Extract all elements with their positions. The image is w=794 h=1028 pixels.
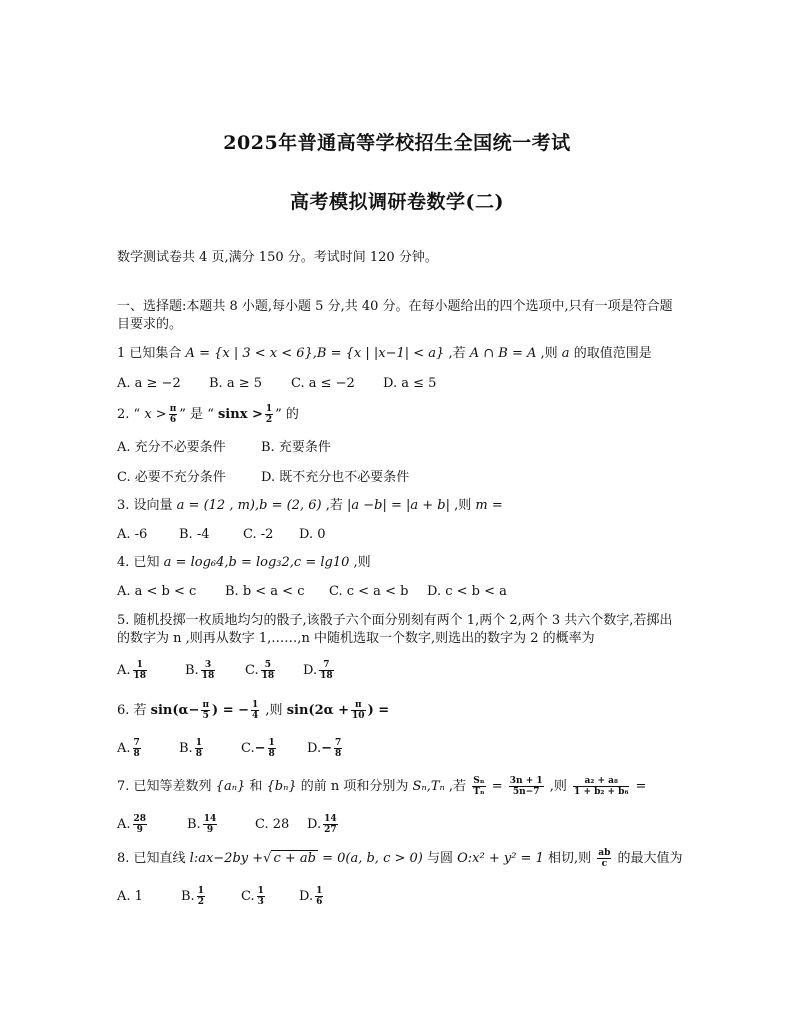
q1-math: A = {x | 3 < x < 6},B = {x | |x−1| < a} [185,346,445,361]
q7-opt-c-label: C. [255,817,269,832]
q7-frac-ratio [509,776,544,797]
q8-mid: 相切,则 [543,851,596,866]
q1-option-d[interactable]: D. a ≤ 5 [383,376,437,391]
q6-f1-den: 5 [202,711,209,721]
q4-option-b[interactable]: B. b < a < c [225,584,305,599]
q6-sin2: sin(2α + [286,703,350,718]
q8-stem-a: 8. 已知直线 [117,851,190,866]
q5-option-b[interactable] [185,660,245,681]
q2-option-c[interactable]: C. 必要不充分条件 [117,470,226,485]
q6-opt-a-label: A. [117,741,131,756]
q2-frac-half [265,404,273,425]
q5-opt-c-den: 18 [261,671,275,681]
q6-option-c[interactable] [241,738,307,759]
q6-f1-num: π [202,700,210,710]
q2-frac1-num: π [169,404,177,414]
q7-frac-st [472,776,485,797]
q1-stem-d: 的取值范围是 [569,346,652,361]
q7-st: Sₙ,Tₙ [412,779,445,794]
q6-tail: ) = [367,703,390,718]
q6-f3-den: 10 [352,711,365,721]
q5-option-d[interactable] [303,660,336,681]
q4-stem-a: 4. 已知 [117,555,164,570]
q8-opt-c-frac [257,886,265,907]
q4-option-d[interactable]: D. c < b < a [427,584,507,599]
q1-math3: a [561,346,570,361]
q3-math2: |a −b| = |a + b| [346,498,450,513]
q5-opt-d-label: D. [303,663,318,678]
q8-option-d[interactable] [299,886,325,907]
q3-option-b[interactable]: B. -4 [179,527,210,542]
q5-opt-d-num: 7 [319,660,334,671]
exam-subtitle: 高考模拟调研卷数学(二) [290,191,504,213]
q8-root: c + ab [273,851,316,866]
q6-opt-b-num: 1 [195,738,202,748]
q7-options [117,814,340,835]
q7-option-b[interactable] [187,814,255,835]
q6-opt-d-frac [334,738,342,759]
q3-math3: m = [475,498,503,513]
q7-f3-den: 1 + b₂ + b₆ [574,787,629,797]
q1-stem-c: ,则 [536,346,562,361]
q6-f2-num: 1 [252,700,259,710]
q8-opt-d-num: 1 [316,886,323,896]
q4-option-c[interactable]: C. c < a < b [329,584,409,599]
q6-opt-d-den: 8 [335,749,342,759]
q1-option-a[interactable]: A. a ≥ −2 [117,376,181,391]
question-5: 5. 随机投掷一枚质地均匀的骰子,该骰子六个面分别刻有两个 1,两个 2,两个 3 共六个数字,若掷出的数字为 n ,则再从数字 1,……,n 中随机选取一个数字,则选出的数字为 2 的概率为 [117,613,673,646]
question-6 [117,700,389,721]
q7-bn: {bₙ} [266,779,297,794]
q8-f-num: ab [598,848,611,858]
q8-opt-b-den: 2 [197,897,204,907]
q8-option-c[interactable] [241,886,299,907]
q6-stem-a: 6. 若 [117,703,151,718]
q2-tail: ” 的 [275,407,299,422]
intro-text: 数学测试卷共 4 页,满分 150 分。考试时间 120 分钟。 [117,250,438,265]
q5-opt-a-label: A. [117,663,131,678]
q2-option-a[interactable]: A. 充分不必要条件 [117,440,226,455]
q5-opt-c-frac [261,660,276,681]
q7-stem-b: 的前 n 项和分别为 [296,779,413,794]
q6-opt-c-num: 1 [268,738,275,748]
q7-option-a[interactable] [117,814,187,835]
q6-opt-b-label: B. [179,741,193,756]
q6-opt-d-label: D. [307,741,322,756]
q6-option-a[interactable] [117,738,179,759]
q2-options-row1 [117,440,331,456]
q1-stem-b: ,若 [444,346,470,361]
q6-opt-d-num: 7 [335,738,342,748]
q8-f-den: c [601,859,608,869]
exam-title: 2025年普通高等学校招生全国统一考试 [223,132,571,154]
q7-opt-d-den: 27 [324,825,337,835]
question-3 [117,498,503,514]
q2-frac2-den: 2 [265,415,273,425]
q8-opt-a-label: A. [117,889,131,904]
q6-eq: ) = − [212,703,250,718]
q4-math: a = log₆4,b = log₃2,c = lg10 [163,555,350,570]
q8-opt-c-den: 3 [257,897,264,907]
question-2 [117,404,299,425]
q2-frac1-den: 6 [169,415,177,425]
q2-mid: ” 是 “ [179,407,218,422]
q8-circle: O:x² + y² = 1 [457,851,544,866]
q8-line: l:ax−2by + [189,851,264,866]
q5-option-c[interactable] [245,660,303,681]
q7-stem-a: 7. 已知等差数列 [117,779,216,794]
q6-options [117,738,344,759]
q7-option-c[interactable] [255,817,307,833]
q2-options-row2 [117,470,409,486]
q5-opt-d-frac [319,660,334,681]
q2-x: x > [144,407,167,422]
q2-frac2-num: 1 [265,404,273,414]
q5-opt-b-den: 18 [201,671,215,681]
q7-tail: = [631,779,647,794]
q2-num: 2. “ [117,407,145,422]
q8-options [117,886,325,907]
q6-sin1: sin(α− [150,703,200,718]
q6-opt-a-frac [133,738,141,759]
q2-option-b[interactable]: B. 充要条件 [261,440,331,455]
q6-opt-c-den: 8 [268,749,275,759]
q7-f2-num: 3n + 1 [509,776,543,786]
q6-frac3 [351,700,366,721]
q8-opt-b-label: B. [181,889,195,904]
q2-option-d[interactable]: D. 既不充分也不必要条件 [261,470,410,485]
q7-f3-num: a₂ + a₈ [573,776,629,787]
q6-frac2 [251,700,259,721]
q5-opt-a-den: 18 [133,671,147,681]
q5-options [117,660,336,681]
q1-option-b[interactable]: B. a ≥ 5 [209,376,262,391]
q4-options [117,584,507,600]
q7-opt-c-text: 28 [272,817,290,832]
q8-tail: 的最大值为 [613,851,683,866]
q5-opt-c-num: 5 [261,660,276,671]
q7-opt-a-den: 9 [136,825,143,835]
q5-opt-b-num: 3 [201,660,216,671]
q7-opt-a-num: 28 [133,814,147,824]
q1-option-c[interactable]: C. a ≤ −2 [291,376,355,391]
q7-opt-b-den: 9 [206,825,214,835]
q8-opt-a-text: 1 [134,889,143,904]
q6-opt-b-frac [195,738,203,759]
q5-opt-c-label: C. [245,663,259,678]
q3-options [117,527,326,543]
q1-options [117,376,436,392]
q8-opt-b-num: 1 [197,886,204,896]
q7-opt-d-label: D. [307,817,322,832]
q6-opt-b-den: 8 [195,749,202,759]
q3-stem-a: 3. 设向量 [117,498,177,513]
q6-option-d[interactable] [307,738,344,759]
q3-option-c[interactable]: C. -2 [243,527,274,542]
question-4 [117,555,371,571]
q8-opt-d-frac [315,886,323,907]
q7-f1-den: Tₙ [473,787,485,797]
q6-opt-d-sign: − [321,741,332,756]
q3-stem-b: ,若 [321,498,347,513]
q6-opt-c-frac [268,738,276,759]
q6-opt-c-label: C. [241,741,255,756]
question-7 [117,776,646,797]
q7-f2-den: 5n−7 [512,787,540,797]
q6-opt-a-num: 7 [133,738,140,748]
q7-opt-b-label: B. [187,817,201,832]
q7-ruo: ,若 [444,779,471,794]
q6-f2-den: 4 [252,711,259,721]
q6-f3-num: π [351,700,366,711]
q5-opt-a-num: 1 [133,660,148,671]
q7-frac-ask [573,776,629,797]
q7-opt-d-frac [323,814,338,835]
q5-opt-b-label: B. [185,663,199,678]
q3-option-d[interactable]: D. 0 [299,527,326,542]
q8-frac [597,848,611,869]
q1-stem-a: 1 已知集合 [117,346,186,361]
q3-option-a[interactable]: A. -6 [117,527,148,542]
q7-opt-b-frac [203,814,218,835]
q3-stem-c: ,则 [449,498,476,513]
q6-mid: ,则 [261,703,287,718]
question-8 [117,848,683,869]
q2-sin: sinx > [217,407,263,422]
q8-opt-d-label: D. [299,889,314,904]
section-heading: 一、选择题:本题共 8 小题,每小题 5 分,共 40 分。在每小题给出的四个选项中,只有一项是符合题目要求的。 [117,299,673,332]
q6-frac1 [201,700,210,721]
q2-frac-pi6 [169,404,178,425]
q8-opt-c-label: C. [241,889,255,904]
q8-opt-d-den: 6 [316,897,323,907]
q5-option-a[interactable] [117,660,185,681]
q5-opt-a-frac [133,660,148,681]
q4-option-a[interactable]: A. a < b < c [117,584,197,599]
q6-opt-c-sign: − [254,741,266,756]
q8-opt-c-num: 1 [257,886,264,896]
q8-option-b[interactable] [181,886,241,907]
q8-opt-b-frac [197,886,205,907]
q4-stem-b: ,则 [349,555,371,570]
q7-and: 和 [245,779,267,794]
q7-opt-d-num: 14 [324,814,337,824]
q6-opt-a-den: 8 [133,749,140,759]
q7-ze: ,则 [545,779,572,794]
q7-option-d[interactable] [307,814,340,835]
q5-opt-d-den: 18 [320,671,333,681]
q7-opt-b-num: 14 [203,814,217,824]
question-1 [117,346,652,362]
q1-math2: A ∩ B = A [469,346,537,361]
q7-opt-a-label: A. [117,817,131,832]
q8-with: 与圆 [422,851,458,866]
q8-option-a[interactable] [117,889,181,905]
q7-an: {aₙ} [215,779,246,794]
q7-eq: = [487,779,507,794]
q8-cond: = 0(a, b, c > 0) [317,851,423,866]
q7-opt-a-frac [133,814,148,835]
q5-opt-b-frac [201,660,216,681]
q3-math: a = (12 , m),b = (2, 6) [176,498,322,513]
q6-option-b[interactable] [179,738,241,759]
q7-f1-num: Sₙ [473,776,485,786]
q8-sqrt-sign: √ [263,851,272,866]
